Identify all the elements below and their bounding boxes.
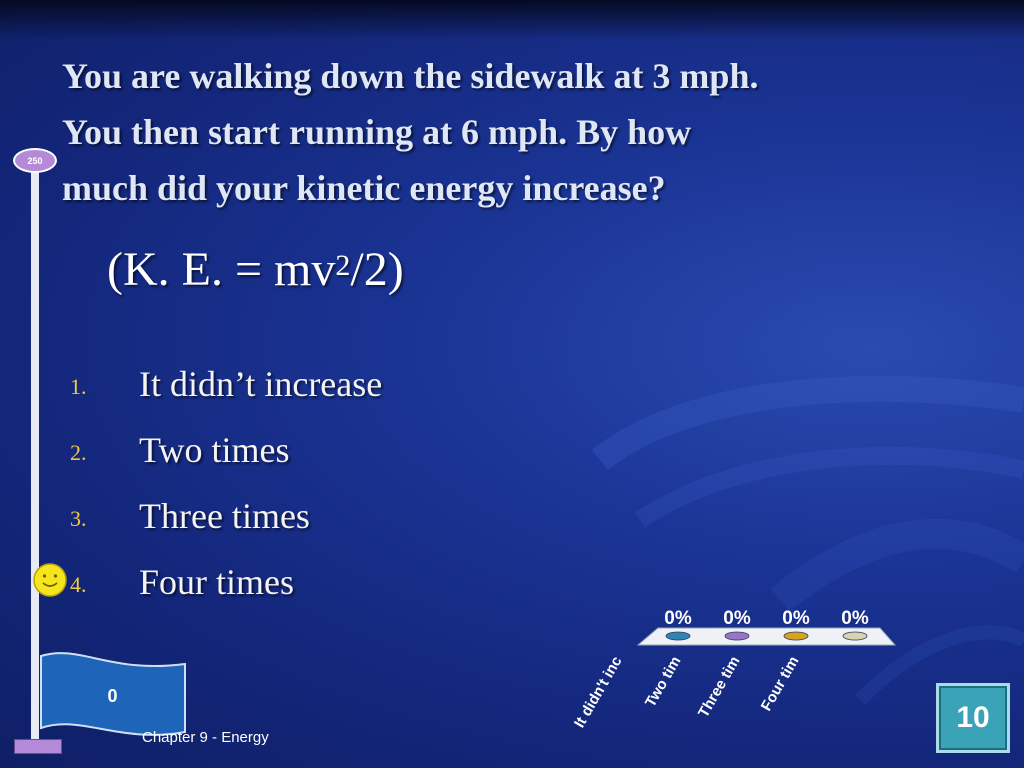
chart-data-label: 0% bbox=[664, 608, 692, 629]
chart-data-label: 0% bbox=[782, 608, 810, 629]
chart-category-label: Four tim bbox=[757, 653, 803, 714]
question-line: You then start running at 6 mph. By how bbox=[62, 112, 692, 152]
flag-score: 0 bbox=[107, 686, 118, 706]
chart-data-label: 0% bbox=[841, 608, 869, 629]
answer-number: 2. bbox=[70, 440, 87, 465]
formula-suffix: /2) bbox=[350, 243, 404, 296]
answer-number: 3. bbox=[70, 506, 87, 531]
answer-number: 1. bbox=[70, 374, 87, 399]
question-line: much did your kinetic energy increase? bbox=[62, 168, 666, 208]
chart-bar-base bbox=[843, 632, 867, 640]
chart-bar-base bbox=[725, 632, 749, 640]
formula-prefix: (K. E. = mv bbox=[107, 243, 336, 296]
formula-exponent: 2 bbox=[335, 249, 351, 282]
countdown-timer: 10 bbox=[936, 683, 1010, 753]
answer-text: Three times bbox=[139, 496, 310, 536]
chart-data-label: 0% bbox=[723, 608, 751, 629]
answer-number: 4. bbox=[70, 572, 87, 597]
top-score-badge: 250 bbox=[13, 148, 57, 173]
chart-bar-base bbox=[666, 632, 690, 640]
answer-text: Four times bbox=[139, 562, 295, 602]
chapter-footer: Chapter 9 - Energy bbox=[142, 729, 269, 746]
chart-category-label: Two tim bbox=[641, 653, 685, 711]
chart-category-label: It didn't inc bbox=[571, 653, 626, 731]
answer-text: It didn’t increase bbox=[139, 364, 383, 404]
question-line: You are walking down the sidewalk at 3 mph. bbox=[62, 56, 759, 96]
answer-text: Two times bbox=[139, 430, 290, 470]
chart-bar-base bbox=[784, 632, 808, 640]
chart-category-label: Three tim bbox=[694, 653, 744, 721]
